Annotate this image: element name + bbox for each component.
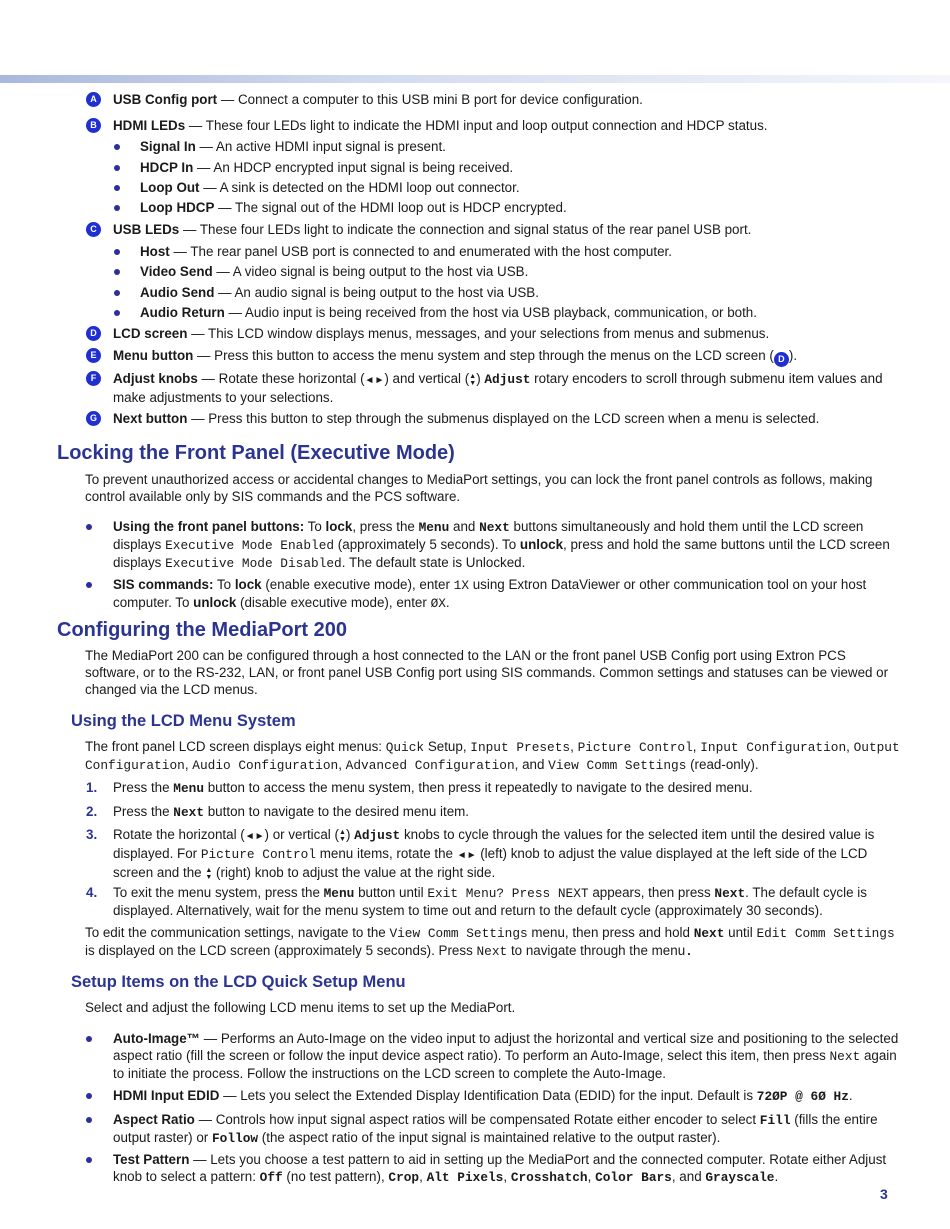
next-label: Next: [173, 805, 205, 820]
step-number: 3.: [86, 827, 98, 842]
text: The front panel LCD screen displays eight menus:: [85, 739, 386, 754]
step-4: [86, 884, 901, 919]
text: ,: [184, 757, 193, 772]
list-item: [114, 138, 894, 155]
text: (approximately 5 seconds). To: [334, 537, 520, 552]
text: , press the: [352, 519, 419, 534]
item-hdmi-leds: [86, 117, 906, 134]
text: ): [345, 827, 355, 842]
step-number: 4.: [86, 885, 98, 900]
sis-command: ØX: [430, 596, 446, 611]
callout-ref-d: D: [774, 352, 789, 367]
description: — An active HDMI input signal is present.: [195, 139, 446, 154]
term: HDMI LEDs: [113, 118, 186, 133]
menu-name: Picture Control: [200, 847, 317, 862]
bullet-dot: [86, 1036, 92, 1042]
callout-badge-b: B: [86, 118, 101, 133]
text: ,: [419, 1169, 427, 1184]
callout-badge-a: A: [86, 92, 101, 107]
quick-setup-intro: Select and adjust the following LCD menu items to set up the MediaPort.: [85, 1000, 516, 1015]
option-follow: Follow: [212, 1131, 259, 1146]
text: .: [774, 1169, 779, 1184]
menu-name: Quick: [385, 740, 425, 755]
next-label: Next: [479, 520, 510, 535]
term: Next button: [113, 411, 188, 426]
pattern-crosshatch: Crosshatch: [510, 1170, 588, 1185]
text: button until: [354, 885, 428, 900]
pattern-color-bars: Color Bars: [595, 1170, 672, 1185]
description: ) and vertical (: [384, 371, 470, 386]
term: Loop Out: [140, 180, 200, 195]
term: SIS commands:: [113, 577, 214, 592]
lcd-menu-outro: [85, 924, 900, 960]
header-gradient-bar: [0, 75, 950, 83]
menu-label: Menu: [173, 781, 205, 796]
text: . The default state is Unlocked.: [341, 555, 526, 570]
term: USB Config port: [113, 92, 218, 107]
callout-badge-g: G: [86, 411, 101, 426]
text: buttons simultaneously and hold them until the LCD screen displays: [113, 519, 864, 552]
horizontal-arrows-icon: ◄►: [364, 375, 385, 386]
term: LCD screen: [113, 326, 188, 341]
bullet-test-pattern: [86, 1151, 901, 1186]
pattern-crop: Crop: [388, 1170, 420, 1185]
text: Setup,: [424, 739, 471, 754]
next-label: Next: [714, 886, 746, 901]
heading-quick-setup-menu: Setup Items on the LCD Quick Setup Menu: [71, 973, 406, 991]
term: HDCP In: [140, 160, 194, 175]
bullet-dot: [114, 144, 120, 150]
vertical-arrows-icon: ▲▼: [469, 373, 477, 387]
menu-label: Menu: [418, 520, 450, 535]
pattern-grayscale: Grayscale: [705, 1170, 775, 1185]
step-1: [86, 779, 901, 797]
horizontal-arrows-icon: ◄►: [244, 831, 265, 842]
text: until: [724, 925, 757, 940]
menu-name: Input Configuration: [700, 740, 847, 755]
pattern-off: Off: [259, 1170, 283, 1185]
lock-word: lock: [325, 519, 353, 534]
list-item: [114, 243, 894, 260]
text: knobs to cycle through the values for the selected item until the desired value is displayed. For: [113, 827, 875, 861]
text: — Performs an Auto-Image on the video input to adjust the horizontal and vertical size and positioning to the selected aspect ratio (fill the screen or follow the input device aspect ratio). To perform an Auto-Image, select this item, then press: [113, 1031, 899, 1063]
lcd-menu-intro: [85, 738, 900, 774]
step-2: [86, 803, 901, 821]
heading-lcd-menu-system: Using the LCD Menu System: [71, 712, 296, 730]
text: ,: [846, 739, 854, 754]
text: To: [213, 577, 235, 592]
term: Adjust knobs: [113, 371, 198, 386]
text: button to navigate to the desired menu item.: [204, 804, 470, 819]
text: using Extron DataViewer or other communication tool on your host computer. To: [113, 577, 867, 610]
step-3: [86, 826, 901, 881]
step-number: 1.: [86, 780, 98, 795]
text: (the aspect ratio of the input signal is maintained relative to the output raster).: [258, 1130, 721, 1145]
next-label: Next: [693, 926, 725, 941]
text: ,: [587, 1169, 596, 1184]
bullet-dot: [114, 269, 120, 275]
text: , and: [514, 757, 549, 772]
bullet-front-panel-buttons: [86, 518, 901, 572]
text: Press the: [113, 780, 174, 795]
menu-name: Picture Control: [577, 740, 693, 755]
text: .: [445, 595, 450, 610]
text: (fills the entire output raster) or: [113, 1112, 878, 1145]
text: To: [304, 519, 326, 534]
text: appears, then press: [588, 885, 715, 900]
description: — An audio signal is being output to the host via USB.: [214, 285, 539, 300]
text: Press the: [113, 804, 174, 819]
description: — A video signal is being output to the host via USB.: [212, 264, 529, 279]
bullet-aspect-ratio: [86, 1111, 901, 1147]
heading-locking-front-panel: Locking the Front Panel (Executive Mode): [57, 442, 455, 464]
callout-badge-e: E: [86, 348, 101, 363]
lock-word: lock: [234, 577, 262, 592]
text: (right) knob to adjust the value at the right side.: [212, 865, 496, 880]
edid-default: 72ØP @ 6Ø Hz: [756, 1089, 849, 1104]
bullet-dot: [86, 524, 92, 530]
bullet-auto-image: [86, 1030, 901, 1082]
term: Loop HDCP: [140, 200, 215, 215]
text: ,: [570, 739, 578, 754]
item-usb-leds: [86, 221, 906, 238]
description: — The signal out of the HDMI loop out is HDCP encrypted.: [214, 200, 567, 215]
bullet-hdmi-input-edid: [86, 1087, 901, 1105]
text: to navigate through the menu: [507, 943, 686, 958]
description: — A sink is detected on the HDMI loop out connector.: [199, 180, 520, 195]
text: menu items, rotate the: [316, 846, 457, 861]
lcd-message: Executive Mode Disabled: [165, 556, 342, 571]
locking-intro: To prevent unauthorized access or accidental changes to MediaPort settings, you can lock the front panel controls as follows, making control available only by SIS commands and the PCS software.: [85, 472, 873, 504]
term: USB LEDs: [113, 222, 180, 237]
description: — An HDCP encrypted input signal is being received.: [193, 160, 514, 175]
description: — Press this button to access the menu system and step through the menus on the LCD screen (: [193, 348, 774, 363]
term: HDMI Input EDID: [113, 1088, 220, 1103]
sis-command: 1X: [453, 578, 470, 593]
term: Host: [140, 244, 170, 259]
unlock-word: unlock: [193, 595, 237, 610]
item-next-button: [86, 410, 906, 427]
text: ) or vertical (: [264, 827, 339, 842]
next-label: Next: [829, 1049, 861, 1064]
callout-badge-f: F: [86, 371, 101, 386]
text: again to initiate the process. Follow the instructions on the LCD screen to complete the Auto-Image.: [113, 1048, 897, 1081]
description: — Press this button to step through the submenus displayed on the LCD screen when a menu is selected.: [187, 411, 820, 426]
bullet-dot: [114, 185, 120, 191]
bullet-dot: [86, 582, 92, 588]
text: (no test pattern),: [282, 1169, 389, 1184]
callout-badge-c: C: [86, 222, 101, 237]
bullet-sis-commands: [86, 576, 901, 612]
item-lcd-screen: [86, 325, 906, 342]
vertical-arrows-icon: ▲▼: [338, 829, 346, 843]
text: , press and hold the same buttons until the LCD screen displays: [113, 537, 890, 570]
unlock-word: unlock: [519, 537, 564, 552]
description: — These four LEDs light to indicate the HDMI input and loop output connection and HDCP status.: [185, 118, 768, 133]
item-menu-button: [86, 347, 906, 367]
text: To edit the communication settings, navigate to the: [85, 925, 390, 940]
bullet-dot: [114, 165, 120, 171]
menu-name: Output Configuration: [85, 740, 900, 773]
term: Test Pattern: [113, 1152, 190, 1167]
term: Audio Return: [140, 305, 225, 320]
bullet-dot: [86, 1117, 92, 1123]
list-item: [114, 304, 894, 321]
description-end: ).: [788, 348, 798, 363]
menu-name: Input Presets: [470, 740, 571, 755]
text: To exit the menu system, press the: [113, 885, 324, 900]
text: — Lets you choose a test pattern to aid in setting up the MediaPort and the connected computer. Rotate either Adjust knob to select a pattern:: [113, 1152, 887, 1184]
text: — Lets you select the Extended Display Identification Data (EDID) for the input. Default is: [219, 1088, 757, 1103]
pattern-alt-pixels: Alt Pixels: [426, 1170, 504, 1185]
text: and: [449, 519, 480, 534]
term: Auto-Image™: [113, 1031, 201, 1046]
lcd-message: Exit Menu? Press NEXT: [427, 886, 589, 901]
text: , and: [671, 1169, 706, 1184]
description: — Audio input is being received from the host via USB playback, communication, or both.: [224, 305, 757, 320]
configuring-intro: The MediaPort 200 can be configured through a host connected to the LAN or the front panel USB Config port using Extron PCS software, or to the RS-232, LAN, or front panel USB Config port using SIS commands. Common settings and statuses can be viewed or changed via the LCD menus.: [85, 648, 889, 697]
menu-name: Advanced Configuration: [345, 758, 515, 773]
description: — These four LEDs light to indicate the connection and signal status of the rear panel USB port.: [179, 222, 752, 237]
menu-name: View Comm Settings: [389, 926, 528, 941]
callout-badge-d: D: [86, 326, 101, 341]
term: Menu button: [113, 348, 194, 363]
bullet-dot: [86, 1157, 92, 1163]
text: is displayed on the LCD screen (approximately 5 seconds). Press: [85, 943, 477, 958]
bullet-dot: [114, 310, 120, 316]
heading-configuring: Configuring the MediaPort 200: [57, 619, 348, 641]
list-item: [114, 284, 894, 301]
adjust-label: Adjust: [354, 828, 401, 843]
lcd-message: Executive Mode Enabled: [165, 538, 335, 553]
vertical-arrows-icon: ▲▼: [205, 867, 213, 881]
text: button to access the menu system, then press it repeatedly to navigate to the desired menu.: [204, 780, 753, 795]
menu-name: Audio Configuration: [192, 758, 339, 773]
text: menu, then press and hold: [527, 925, 694, 940]
item-adjust-knobs: [86, 370, 906, 406]
step-number: 2.: [86, 804, 98, 819]
text: (disable executive mode), enter: [236, 595, 431, 610]
menu-label: Menu: [323, 886, 355, 901]
term: Aspect Ratio: [113, 1112, 195, 1127]
text: ,: [503, 1169, 511, 1184]
adjust-label: Adjust: [484, 372, 531, 387]
text: — Controls how input signal aspect ratios will be compensated Rotate either encoder to select: [194, 1112, 760, 1127]
menu-name: View Comm Settings: [548, 758, 687, 773]
text: (enable executive mode), enter: [261, 577, 454, 592]
lcd-message: Edit Comm Settings: [756, 926, 895, 941]
description: rotary encoders to scroll through submenu item values and make adjustments to your selections.: [113, 371, 883, 405]
text: (read-only).: [686, 757, 759, 772]
bullet-dot: [114, 205, 120, 211]
text: .: [685, 944, 693, 959]
list-item: [114, 179, 894, 196]
text: Rotate the horizontal (: [113, 827, 245, 842]
bullet-dot: [86, 1093, 92, 1099]
description: — Connect a computer to this USB mini B port for device configuration.: [217, 92, 643, 107]
term: Video Send: [140, 264, 213, 279]
term: Audio Send: [140, 285, 215, 300]
horizontal-arrows-icon: ◄►: [456, 850, 477, 861]
description: — The rear panel USB port is connected to and enumerated with the host computer.: [169, 244, 672, 259]
description: — Rotate these horizontal (: [197, 371, 365, 386]
list-item: [114, 159, 894, 176]
option-fill: Fill: [759, 1113, 791, 1128]
list-item: [114, 263, 894, 280]
text: . The default cycle is displayed. Alternatively, wait for the menu system to time out and return to the default cycle (approximately 30 seconds).: [113, 885, 867, 918]
description: — This LCD window displays menus, messages, and your selections from menus and submenus.: [187, 326, 770, 341]
bullet-dot: [114, 249, 120, 255]
text: ,: [338, 757, 346, 772]
text: ,: [692, 739, 701, 754]
next-label: Next: [476, 944, 508, 959]
bullet-dot: [114, 290, 120, 296]
text: (left) knob to adjust the value displayed at the left side of the LCD screen and the: [113, 846, 868, 880]
text: .: [848, 1088, 853, 1103]
term: Using the front panel buttons:: [113, 519, 305, 534]
item-usb-config-port: [86, 91, 906, 108]
list-item: [114, 199, 894, 216]
description: ): [476, 371, 485, 386]
term: Signal In: [140, 139, 196, 154]
page-number: 3: [880, 1186, 888, 1202]
